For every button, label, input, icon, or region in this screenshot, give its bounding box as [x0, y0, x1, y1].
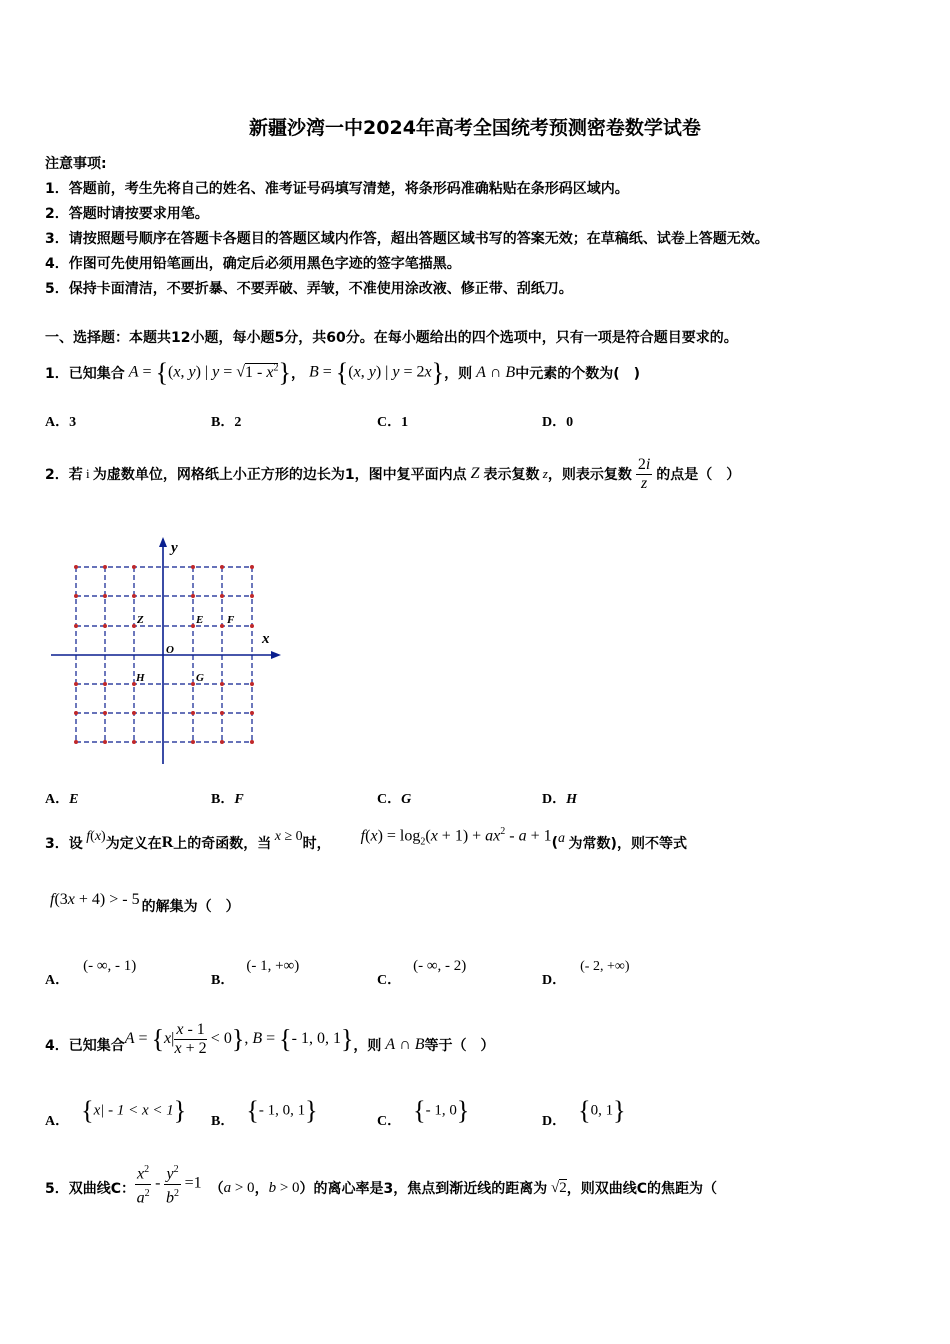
y-axis-arrow: [159, 537, 167, 547]
q4-sets: A = {x| $\frac{x - 1}{x + 2}$ < 0}, B = {- 1, 0, 1}: [124, 1020, 354, 1057]
q1-option-b[interactable]: B．2: [211, 415, 242, 430]
point-label-f: F: [227, 614, 235, 626]
question-5: 5．双曲线C： $\frac{x^2}{a^2}$ - $\frac{y^2}{b^2}$ =1 （ a > 0 ， b > 0 ）的离心率是3，焦点到渐近线的距离为 √2 ，则双曲线C的焦距为（: [45, 1158, 717, 1218]
notes-item: 4．作图可先使用铅笔画出，确定后必须用黑色字迹的签字笔描黑。: [45, 256, 461, 272]
point-label-e: E: [196, 614, 204, 626]
q2-fraction: $\frac{2i}{z}$: [637, 455, 651, 492]
q4-option-b[interactable]: B． {- 1, 0, 1}: [211, 1096, 318, 1129]
notes-item: 5．保持卡面清洁，不要折暴、不要弄破、弄皱，不准使用涂改液、修正带、刮纸刀。: [45, 281, 573, 297]
q3-option-b[interactable]: B．(- 1, +∞): [211, 958, 300, 988]
q3-function: $f(x) = \log_2(x + 1) + ax^2 - a + 1$: [360, 826, 552, 848]
q3-inequality: f(3x + 4) > - 5: [50, 891, 140, 908]
notes-header: 注意事项:: [45, 156, 107, 172]
q3-option-a[interactable]: A．(- ∞, - 1): [45, 958, 137, 988]
question-3: 3．设 f(x) 为定义在 R 上的奇函数，当 x ≥ 0 时， $f(x) = \log_2(x + 1) + ax^2 - a + 1$ ( a 为常数)，则不等式: [45, 826, 687, 852]
q1-set-a: A = {(x, y) | $y = √1 - x^2$}: [128, 358, 291, 387]
q2-option-b[interactable]: B．F: [211, 792, 244, 807]
q1-set-b: B = {(x, y) | y = 2x}: [308, 358, 445, 387]
q2-option-d[interactable]: D．H: [542, 792, 578, 807]
q5-hyperbola: $\frac{x^2}{a^2}$ - $\frac{y^2}{b^2}$ =1: [135, 1161, 202, 1207]
axes: [51, 539, 277, 764]
q2-option-c[interactable]: C．G: [377, 792, 412, 807]
origin-label: O: [166, 644, 174, 656]
question-2: 2．若 i 为虚数单位，网格纸上小正方形的边长为1，图中复平面内点 Z 表示复数 z ，则表示复数 $\frac{2i}{z}$ 的点是（ ）: [45, 455, 741, 492]
q3-option-c[interactable]: C．(- ∞, - 2): [377, 958, 467, 988]
q4-option-c[interactable]: C． {- 1, 0}: [377, 1096, 470, 1129]
notes-item: 1．答题前，考生先将自己的姓名、准考证号码填写清楚，将条形码准确粘贴在条形码区域内。: [45, 181, 629, 197]
notes-item: 3．请按照题号顺序在答题卡各题目的答题区域内作答，超出答题区域书写的答案无效；在草稿纸、试卷上答题无效。: [45, 231, 769, 247]
q1-option-a[interactable]: A．3: [45, 415, 77, 430]
q2-option-a[interactable]: A．E: [45, 792, 79, 807]
question-1: 1．已知集合 A = {(x, y) | $y = √1 - x^2$} ， B = {(x, y) | y = 2x} ，则 A ∩ B 中元素的个数为( ): [45, 358, 640, 387]
q4-option-a[interactable]: A． {x| - 1 < x < 1}: [45, 1096, 187, 1129]
q3-option-d[interactable]: D．(- 2, +∞): [542, 959, 630, 988]
point-label-h: H: [136, 672, 145, 684]
complex-plane-graph: [45, 535, 290, 770]
x-axis-arrow: [271, 651, 281, 659]
page-title: 新疆沙湾一中2024年高考全国统考预测密卷数学试卷: [249, 117, 701, 139]
q1-option-d[interactable]: D．0: [542, 415, 574, 430]
q1-option-c[interactable]: C．1: [377, 415, 409, 430]
point-label-g: G: [196, 672, 204, 684]
point-label-z: Z: [137, 614, 144, 626]
section-heading: 一、选择题：本题共12小题，每小题5分，共60分。在每小题给出的四个选项中，只有一项是符合题目要求的。: [45, 330, 738, 346]
question-3-line-2: f(3x + 4) > - 5 的解集为（ ）: [50, 891, 240, 915]
q1-prefix: 1．已知集合: [45, 366, 125, 382]
y-axis-label: y: [171, 540, 178, 556]
question-4: 4．已知集合 A = {x| $\frac{x - 1}{x + 2}$ < 0}, B = {- 1, 0, 1} ，则 A ∩ B 等于（ ）: [45, 1020, 495, 1057]
x-axis-label: x: [262, 631, 270, 647]
notes-item: 2．答题时请按要求用笔。: [45, 206, 209, 222]
q4-option-d[interactable]: D． {0, 1}: [542, 1096, 626, 1129]
